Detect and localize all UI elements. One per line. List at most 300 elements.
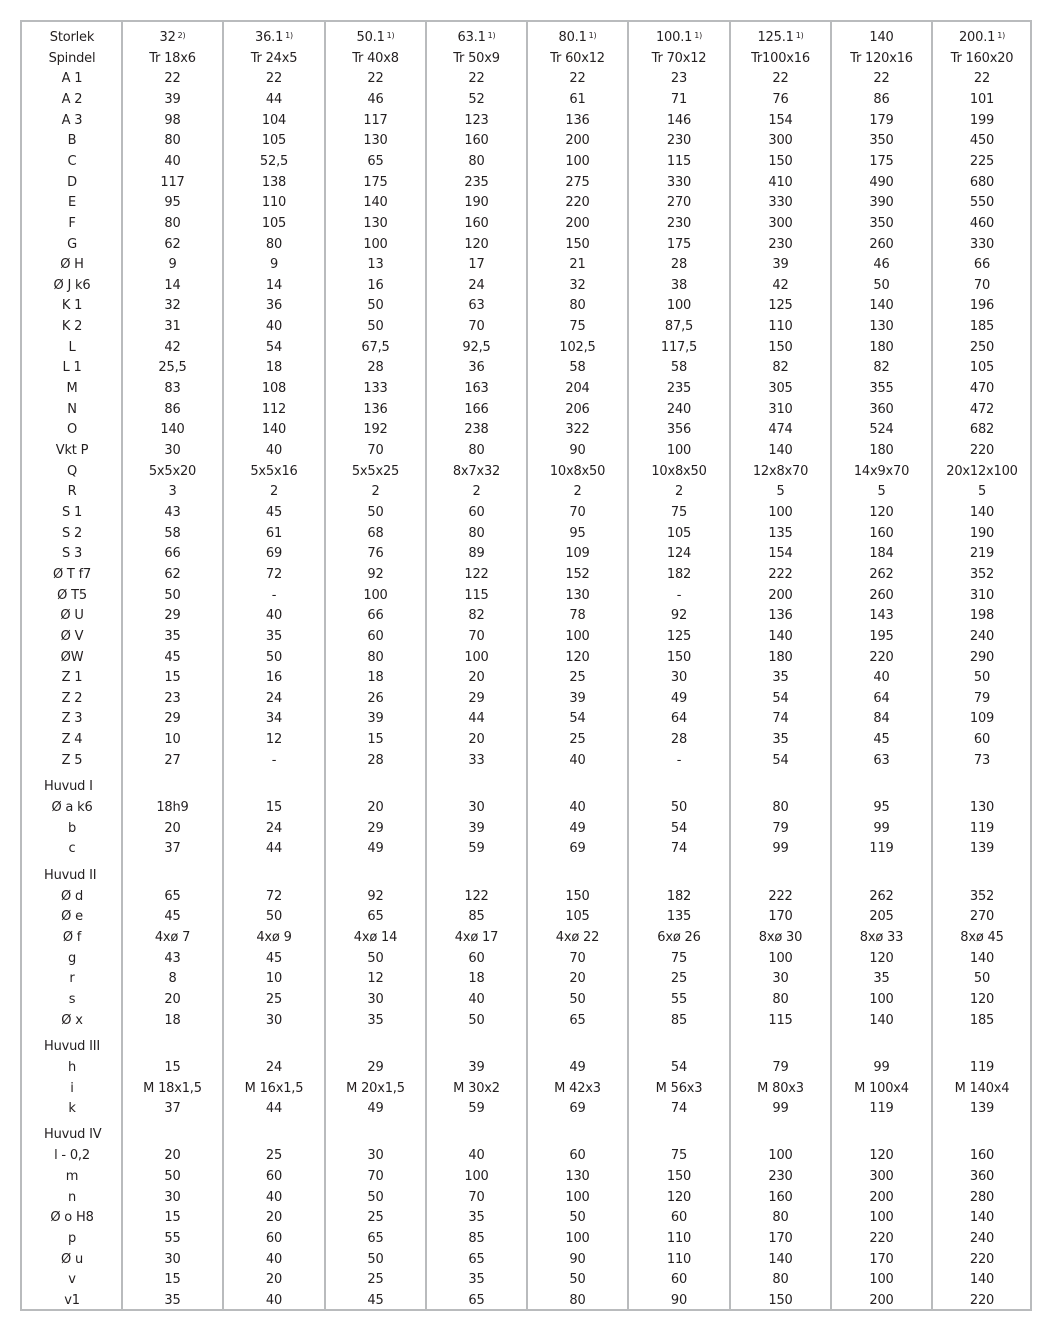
table-cell — [527, 1208, 628, 1228]
table-cell — [831, 1079, 932, 1099]
row-label-text: D — [67, 174, 77, 190]
table-cell-text: 20 — [468, 732, 485, 748]
row-label-text: Z 3 — [61, 711, 83, 727]
table-cell-text: 45 — [265, 504, 283, 520]
table-cell — [122, 949, 223, 969]
table-cell — [932, 524, 1032, 544]
table-cell-text: 105 — [969, 360, 995, 376]
table-row — [22, 214, 1030, 234]
table-cell-text: 8xø 33 — [859, 929, 904, 945]
table-row — [22, 69, 1030, 89]
table-cell-text: 140 — [969, 1210, 995, 1226]
table-cell-text: - — [271, 752, 277, 768]
table-cell-text: 23 — [164, 690, 181, 706]
table-cell-text: 20 — [265, 1210, 283, 1226]
table-cell-text: 10 — [164, 732, 181, 748]
table-cell-text: 190 — [464, 195, 489, 211]
table-cell-text: 199 — [969, 112, 995, 128]
table-cell — [730, 1208, 831, 1228]
table-cell — [831, 1270, 932, 1290]
table-cell — [426, 1058, 527, 1078]
table-cell-text: 55 — [164, 1231, 181, 1247]
table-cell — [223, 839, 325, 859]
header-cell — [932, 49, 1032, 69]
table-cell — [730, 606, 831, 626]
row-label — [22, 1146, 122, 1166]
table-cell — [325, 152, 426, 172]
footnote-marker: 2) — [177, 31, 186, 40]
table-cell-text: 5x5x16 — [250, 463, 298, 479]
table-cell-text: 40 — [468, 991, 485, 1007]
table-cell-text: 50 — [265, 649, 283, 665]
table-cell-text: 39 — [569, 690, 586, 706]
table-cell-text: 119 — [969, 820, 995, 836]
table-cell — [932, 565, 1032, 585]
table-cell-text: 100 — [666, 443, 692, 458]
row-label-text: r — [69, 971, 75, 987]
table-cell-text: 49 — [367, 841, 384, 857]
table-cell-text: M 16x1,5 — [244, 1080, 304, 1096]
table-cell — [527, 969, 628, 989]
table-cell — [223, 276, 325, 296]
table-cell-text: 204 — [565, 381, 590, 397]
table-cell-text: 250 — [969, 339, 995, 355]
row-label-text: Ø a k6 — [51, 800, 93, 816]
table-cell-text: 50 — [367, 1189, 384, 1205]
table-row — [22, 751, 1030, 771]
row-label-text: F — [68, 215, 76, 231]
table-cell-text: 83 — [164, 381, 181, 397]
table-cell — [730, 420, 831, 440]
table-cell-text: 280 — [969, 1189, 995, 1205]
section-title-text: Huvud IV — [44, 1127, 102, 1143]
table-cell-text: 60 — [670, 1210, 688, 1226]
table-row — [22, 689, 1030, 709]
table-cell — [730, 441, 831, 461]
table-cell — [325, 1188, 426, 1208]
table-cell — [932, 482, 1032, 502]
table-cell — [325, 1250, 426, 1270]
table-cell — [223, 1270, 325, 1290]
table-cell — [426, 1146, 527, 1166]
footnote-marker: 1) — [694, 31, 703, 40]
table-cell-text: 45 — [367, 1293, 384, 1308]
header-cell-text: Tr 160x20 — [950, 50, 1014, 66]
table-cell — [527, 751, 628, 771]
table-cell — [527, 400, 628, 420]
table-cell-text: 450 — [969, 133, 995, 149]
table-cell — [527, 839, 628, 859]
table-cell — [122, 131, 223, 151]
table-cell — [932, 235, 1032, 255]
table-cell — [831, 69, 932, 89]
table-cell — [122, 462, 223, 482]
table-cell-text: M 56x3 — [655, 1080, 703, 1096]
table-cell-text: 24 — [265, 820, 283, 836]
table-cell-text: 120 — [666, 1189, 692, 1205]
table-cell-text: 8xø 30 — [758, 929, 803, 945]
table-cell-text: 82 — [772, 360, 789, 376]
table-cell-text: 22 — [367, 71, 384, 87]
table-cell-text: 22 — [772, 71, 789, 87]
table-cell-text: 20 — [164, 1148, 181, 1164]
table-cell — [122, 839, 223, 859]
table-cell-text: 108 — [261, 381, 287, 397]
row-label — [22, 1058, 122, 1078]
table-cell — [831, 1146, 932, 1166]
header-cell — [628, 49, 730, 69]
table-cell — [122, 565, 223, 585]
table-cell — [628, 907, 730, 927]
table-cell-text: 35 — [873, 971, 890, 987]
table-cell-text: 50 — [367, 298, 384, 314]
table-cell — [223, 544, 325, 564]
table-cell-text: 120 — [869, 504, 894, 520]
table-cell — [426, 1250, 527, 1270]
table-cell — [223, 1146, 325, 1166]
table-cell-text: 30 — [367, 1148, 384, 1164]
table-cell-text: 58 — [670, 360, 688, 376]
table-cell-text: 12x8x70 — [752, 463, 809, 479]
table-cell — [628, 751, 730, 771]
table-cell — [932, 1079, 1032, 1099]
table-cell-text: 43 — [164, 504, 181, 520]
table-cell — [122, 296, 223, 316]
table-cell-text: 472 — [969, 401, 995, 417]
row-label — [22, 990, 122, 1010]
table-cell — [325, 565, 426, 585]
header-cell — [325, 28, 426, 48]
table-cell — [122, 648, 223, 668]
table-cell-text: 680 — [969, 174, 995, 190]
table-cell — [426, 152, 527, 172]
table-cell-text: M 80x3 — [757, 1080, 804, 1096]
section-title — [44, 1037, 144, 1057]
table-cell — [932, 90, 1032, 110]
row-label — [22, 379, 122, 399]
table-cell-text: 27 — [164, 752, 181, 768]
row-label — [22, 462, 122, 482]
table-cell — [932, 928, 1032, 948]
table-cell-text: 120 — [464, 236, 489, 252]
table-cell-text: 100 — [363, 236, 388, 252]
table-cell-text: 120 — [565, 649, 590, 665]
table-cell — [628, 689, 730, 709]
table-cell-text: 49 — [367, 1101, 384, 1117]
row-label — [22, 317, 122, 337]
table-cell — [122, 969, 223, 989]
row-label — [22, 565, 122, 585]
table-cell-text: 185 — [969, 1012, 995, 1028]
table-cell-text: 180 — [768, 649, 793, 665]
table-cell — [831, 1011, 932, 1031]
table-cell — [730, 928, 831, 948]
table-row — [22, 338, 1030, 358]
table-cell-text: 45 — [164, 649, 181, 665]
table-cell — [325, 1208, 426, 1228]
table-cell-text: 87,5 — [664, 319, 694, 335]
table-cell-text: 36 — [265, 298, 283, 314]
table-cell-text: 120 — [969, 991, 995, 1007]
table-cell — [325, 709, 426, 729]
table-cell-text: - — [676, 587, 682, 603]
table-cell-text: 40 — [265, 1251, 283, 1267]
table-cell-text: 100 — [869, 1272, 894, 1288]
footnote-marker: 1) — [487, 31, 496, 40]
table-cell-text: 74 — [670, 1101, 688, 1117]
table-cell-text: 2 — [472, 484, 481, 500]
table-cell-text: 109 — [565, 546, 590, 562]
table-cell — [527, 193, 628, 213]
table-cell-text: 95 — [164, 195, 181, 211]
table-cell — [325, 668, 426, 688]
table-cell-text: 16 — [265, 670, 283, 686]
table-cell-text: 34 — [265, 711, 283, 727]
table-cell — [122, 173, 223, 193]
row-label-text: Ø H — [60, 257, 84, 273]
table-cell — [223, 990, 325, 1010]
table-cell — [325, 317, 426, 337]
table-cell — [831, 1291, 932, 1311]
table-cell — [628, 482, 730, 502]
table-cell — [628, 296, 730, 316]
table-cell-text: 150 — [565, 888, 590, 904]
section-title-text: Huvud II — [44, 867, 97, 883]
table-cell — [730, 709, 831, 729]
table-cell — [325, 235, 426, 255]
table-cell — [730, 751, 831, 771]
table-cell-text: 75 — [670, 950, 688, 966]
table-cell — [831, 441, 932, 461]
table-cell — [831, 1099, 932, 1119]
table-cell-text: 15 — [265, 800, 283, 816]
table-cell-text: 28 — [670, 732, 688, 748]
table-cell-text: 10x8x50 — [549, 463, 606, 479]
table-cell-text: 22 — [468, 71, 485, 87]
table-cell — [223, 730, 325, 750]
row-label — [22, 296, 122, 316]
header-cell — [831, 49, 932, 69]
table-cell — [628, 1011, 730, 1031]
table-cell-text: 205 — [869, 909, 894, 925]
table-cell — [831, 819, 932, 839]
table-cell — [932, 1291, 1032, 1311]
table-cell — [527, 990, 628, 1010]
table-cell — [527, 235, 628, 255]
table-row — [22, 152, 1030, 172]
table-cell — [730, 338, 831, 358]
header-cell-text: 100.1 — [655, 30, 693, 45]
table-cell-text: 49 — [569, 1059, 586, 1075]
row-label-text: s — [68, 991, 76, 1007]
table-cell-text: 60 — [367, 628, 384, 644]
table-cell-text: 119 — [869, 841, 894, 857]
table-cell — [325, 1229, 426, 1249]
table-cell-text: 260 — [869, 587, 894, 603]
row-label — [22, 907, 122, 927]
table-cell-text: 18 — [367, 670, 384, 686]
table-cell — [223, 907, 325, 927]
table-cell — [426, 627, 527, 647]
table-cell-text: 220 — [969, 1293, 995, 1308]
table-cell — [932, 441, 1032, 461]
table-cell-text: 23 — [670, 71, 688, 87]
table-cell — [122, 235, 223, 255]
table-cell-text: 50 — [569, 991, 586, 1007]
table-cell-text: 8x7x32 — [452, 463, 501, 479]
table-cell — [527, 379, 628, 399]
row-label-text: g — [67, 950, 77, 966]
table-cell — [325, 503, 426, 523]
table-cell — [730, 969, 831, 989]
table-cell-text: 470 — [969, 381, 995, 397]
table-cell-text: 10 — [265, 971, 283, 987]
table-cell — [223, 668, 325, 688]
table-cell — [325, 276, 426, 296]
row-label-text: S 2 — [61, 525, 83, 541]
table-cell — [628, 90, 730, 110]
table-cell — [730, 949, 831, 969]
table-cell — [628, 1188, 730, 1208]
table-cell-text: 37 — [164, 841, 181, 857]
header-cell-text: 200.1 — [958, 30, 996, 45]
table-cell — [426, 358, 527, 378]
table-cell-text: 6xø 26 — [657, 929, 701, 945]
table-cell-text: 60 — [265, 1231, 283, 1247]
table-cell — [122, 420, 223, 440]
table-row — [22, 1250, 1030, 1270]
table-cell — [628, 276, 730, 296]
table-cell — [730, 544, 831, 564]
table-cell-text: 100 — [565, 153, 590, 169]
row-label — [22, 1099, 122, 1119]
table-cell-text: 80 — [772, 991, 789, 1007]
table-cell — [223, 131, 325, 151]
row-label-text: k — [68, 1101, 76, 1117]
table-cell-text: 140 — [869, 298, 894, 314]
row-label — [22, 819, 122, 839]
table-cell — [122, 358, 223, 378]
table-cell-text: 150 — [768, 153, 793, 169]
table-cell-text: 182 — [666, 888, 692, 904]
table-cell-text: 60 — [569, 1148, 586, 1164]
table-row — [22, 1099, 1030, 1119]
table-cell-text: 29 — [468, 690, 485, 706]
table-cell — [628, 819, 730, 839]
table-cell — [628, 730, 730, 750]
table-cell — [527, 544, 628, 564]
row-label — [22, 1229, 122, 1249]
table-cell-text: 30 — [164, 1251, 181, 1267]
table-cell-text: 40 — [265, 443, 283, 458]
table-cell-text: 65 — [468, 1251, 485, 1267]
table-cell — [628, 69, 730, 89]
table-cell-text: 154 — [768, 112, 793, 128]
table-cell-text: 4xø 17 — [454, 929, 499, 945]
table-cell-text: 5x5x25 — [351, 463, 400, 479]
header-cell-text: Tr100x16 — [751, 50, 810, 66]
table-cell-text: 50 — [973, 670, 991, 686]
table-cell-text: M 20x1,5 — [346, 1080, 405, 1096]
table-cell-text: 682 — [969, 422, 995, 438]
table-cell-text: 474 — [768, 422, 793, 438]
table-cell — [831, 949, 932, 969]
table-cell — [730, 131, 831, 151]
table-cell — [932, 420, 1032, 440]
table-cell — [527, 255, 628, 275]
table-cell-text: 18 — [468, 971, 485, 987]
table-cell-text: 140 — [768, 1251, 793, 1267]
table-row — [22, 928, 1030, 948]
table-cell-text: 22 — [569, 71, 586, 87]
table-cell-text: 82 — [468, 608, 485, 624]
table-cell — [527, 730, 628, 750]
table-row — [22, 1208, 1030, 1228]
table-cell — [730, 730, 831, 750]
header-cell-text: 32 — [159, 30, 176, 45]
table-cell — [831, 379, 932, 399]
table-cell — [932, 1167, 1032, 1187]
table-cell-text: 82 — [873, 360, 890, 376]
table-cell — [628, 1270, 730, 1290]
table-cell-text: 30 — [772, 971, 789, 987]
table-cell — [426, 1167, 527, 1187]
table-cell — [426, 317, 527, 337]
table-cell — [730, 317, 831, 337]
table-cell-text: 64 — [670, 711, 688, 727]
table-cell-text: 101 — [969, 91, 995, 107]
table-cell — [325, 798, 426, 818]
table-row — [22, 235, 1030, 255]
table-cell — [831, 565, 932, 585]
row-label — [22, 648, 122, 668]
table-cell-text: 140 — [969, 504, 995, 520]
table-cell-text: M 18x1,5 — [143, 1080, 202, 1096]
table-cell-text: 20 — [265, 1272, 283, 1288]
table-cell — [223, 1079, 325, 1099]
table-cell — [730, 235, 831, 255]
table-cell-text: 140 — [768, 443, 793, 458]
table-cell — [426, 751, 527, 771]
table-cell — [831, 214, 932, 234]
table-cell-text: 4xø 9 — [256, 929, 292, 945]
table-cell-text: 220 — [869, 1231, 894, 1247]
table-cell — [426, 839, 527, 859]
table-cell — [628, 839, 730, 859]
table-cell-text: 2 — [573, 484, 582, 500]
table-cell-text: 24 — [265, 690, 283, 706]
table-cell-text: 40 — [569, 752, 586, 768]
table-cell — [831, 276, 932, 296]
header-cell-text: 36.1 — [255, 30, 284, 45]
table-row — [22, 255, 1030, 275]
table-cell — [223, 69, 325, 89]
table-cell — [527, 338, 628, 358]
table-cell-text: 39 — [164, 91, 181, 107]
table-cell-text: 123 — [464, 112, 489, 128]
row-label-text: L 1 — [62, 360, 82, 376]
table-cell — [426, 949, 527, 969]
table-cell-text: 360 — [969, 1169, 995, 1185]
table-cell — [223, 482, 325, 502]
table-cell — [932, 462, 1032, 482]
table-cell — [527, 798, 628, 818]
table-cell — [628, 648, 730, 668]
table-cell — [527, 462, 628, 482]
table-cell — [628, 524, 730, 544]
row-label-text: Ø e — [61, 909, 83, 925]
table-cell-text: 180 — [869, 443, 894, 458]
